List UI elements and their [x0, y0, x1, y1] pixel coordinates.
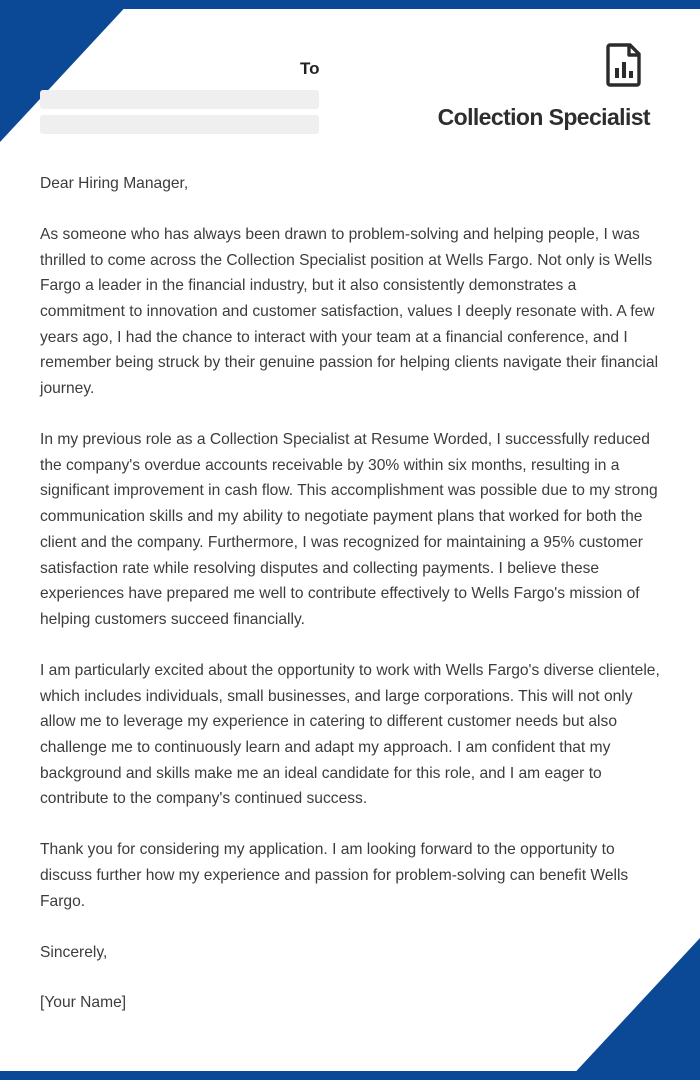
letter-paragraph-2: In my previous role as a Collection Specialist at Resume Worded, I successfully reduced the company's overdue accounts receivable by 30% within six months, resulting in a significant improvement in cash flow. This accomplishment was possible due to my strong communication skills and my ability to negotiate payment plans that worked for both the client and the company. Furthermore, I was recognized for maintaining a 95% customer satisfaction rate while resolving disputes and collecting payments. I believe these experiences have prepared me well to contribute effectively to Wells Fargo's mission of helping customers succeed financially. [40, 431, 658, 628]
recipient-address-placeholder-line-1 [40, 90, 319, 109]
salutation: Dear Hiring Manager, [40, 175, 189, 192]
recipient-to-label: To [300, 59, 320, 78]
closing: Sincerely, [40, 943, 108, 961]
signature-placeholder: [Your Name] [40, 994, 127, 1012]
bottom-accent-band [0, 1071, 700, 1080]
document-chart-icon [606, 43, 642, 87]
letter-body [40, 171, 665, 1041]
letter-paragraph-3: I am particularly excited about the opportunity to work with Wells Fargo's diverse clientele, which includes individuals, small businesses, and large corporations. This will not only allow me to leverage my experience in catering to different customer needs but also challenge me to continuously learn and adapt my approach. I am confident that my background and skills make me an ideal candidate for this role, and I am eager to contribute to the company's continued success. [40, 661, 660, 808]
recipient-address-placeholder-line-2 [40, 115, 319, 134]
job-title: Collection Specialist [437, 104, 650, 130]
letter-paragraph-4: Thank you for considering my application. I am looking forward to the opportunity to discuss further how my experience and passion for problem-solving can benefit Wells Fargo. [40, 841, 629, 910]
letter-paragraph-1: As someone who has always been drawn to problem-solving and helping people, I was thrilled to come across the Collection Specialist position at Wells Fargo. Not only is Wells Fargo a leader in the financial industry, but it also consistently demonstrates a commitment to innovation and customer satisfaction, values I deeply resonate with. A few years ago, I had the chance to interact with your team at a financial conference, and I remember being struck by their genuine passion for helping clients navigate their financial journey. [40, 225, 659, 398]
